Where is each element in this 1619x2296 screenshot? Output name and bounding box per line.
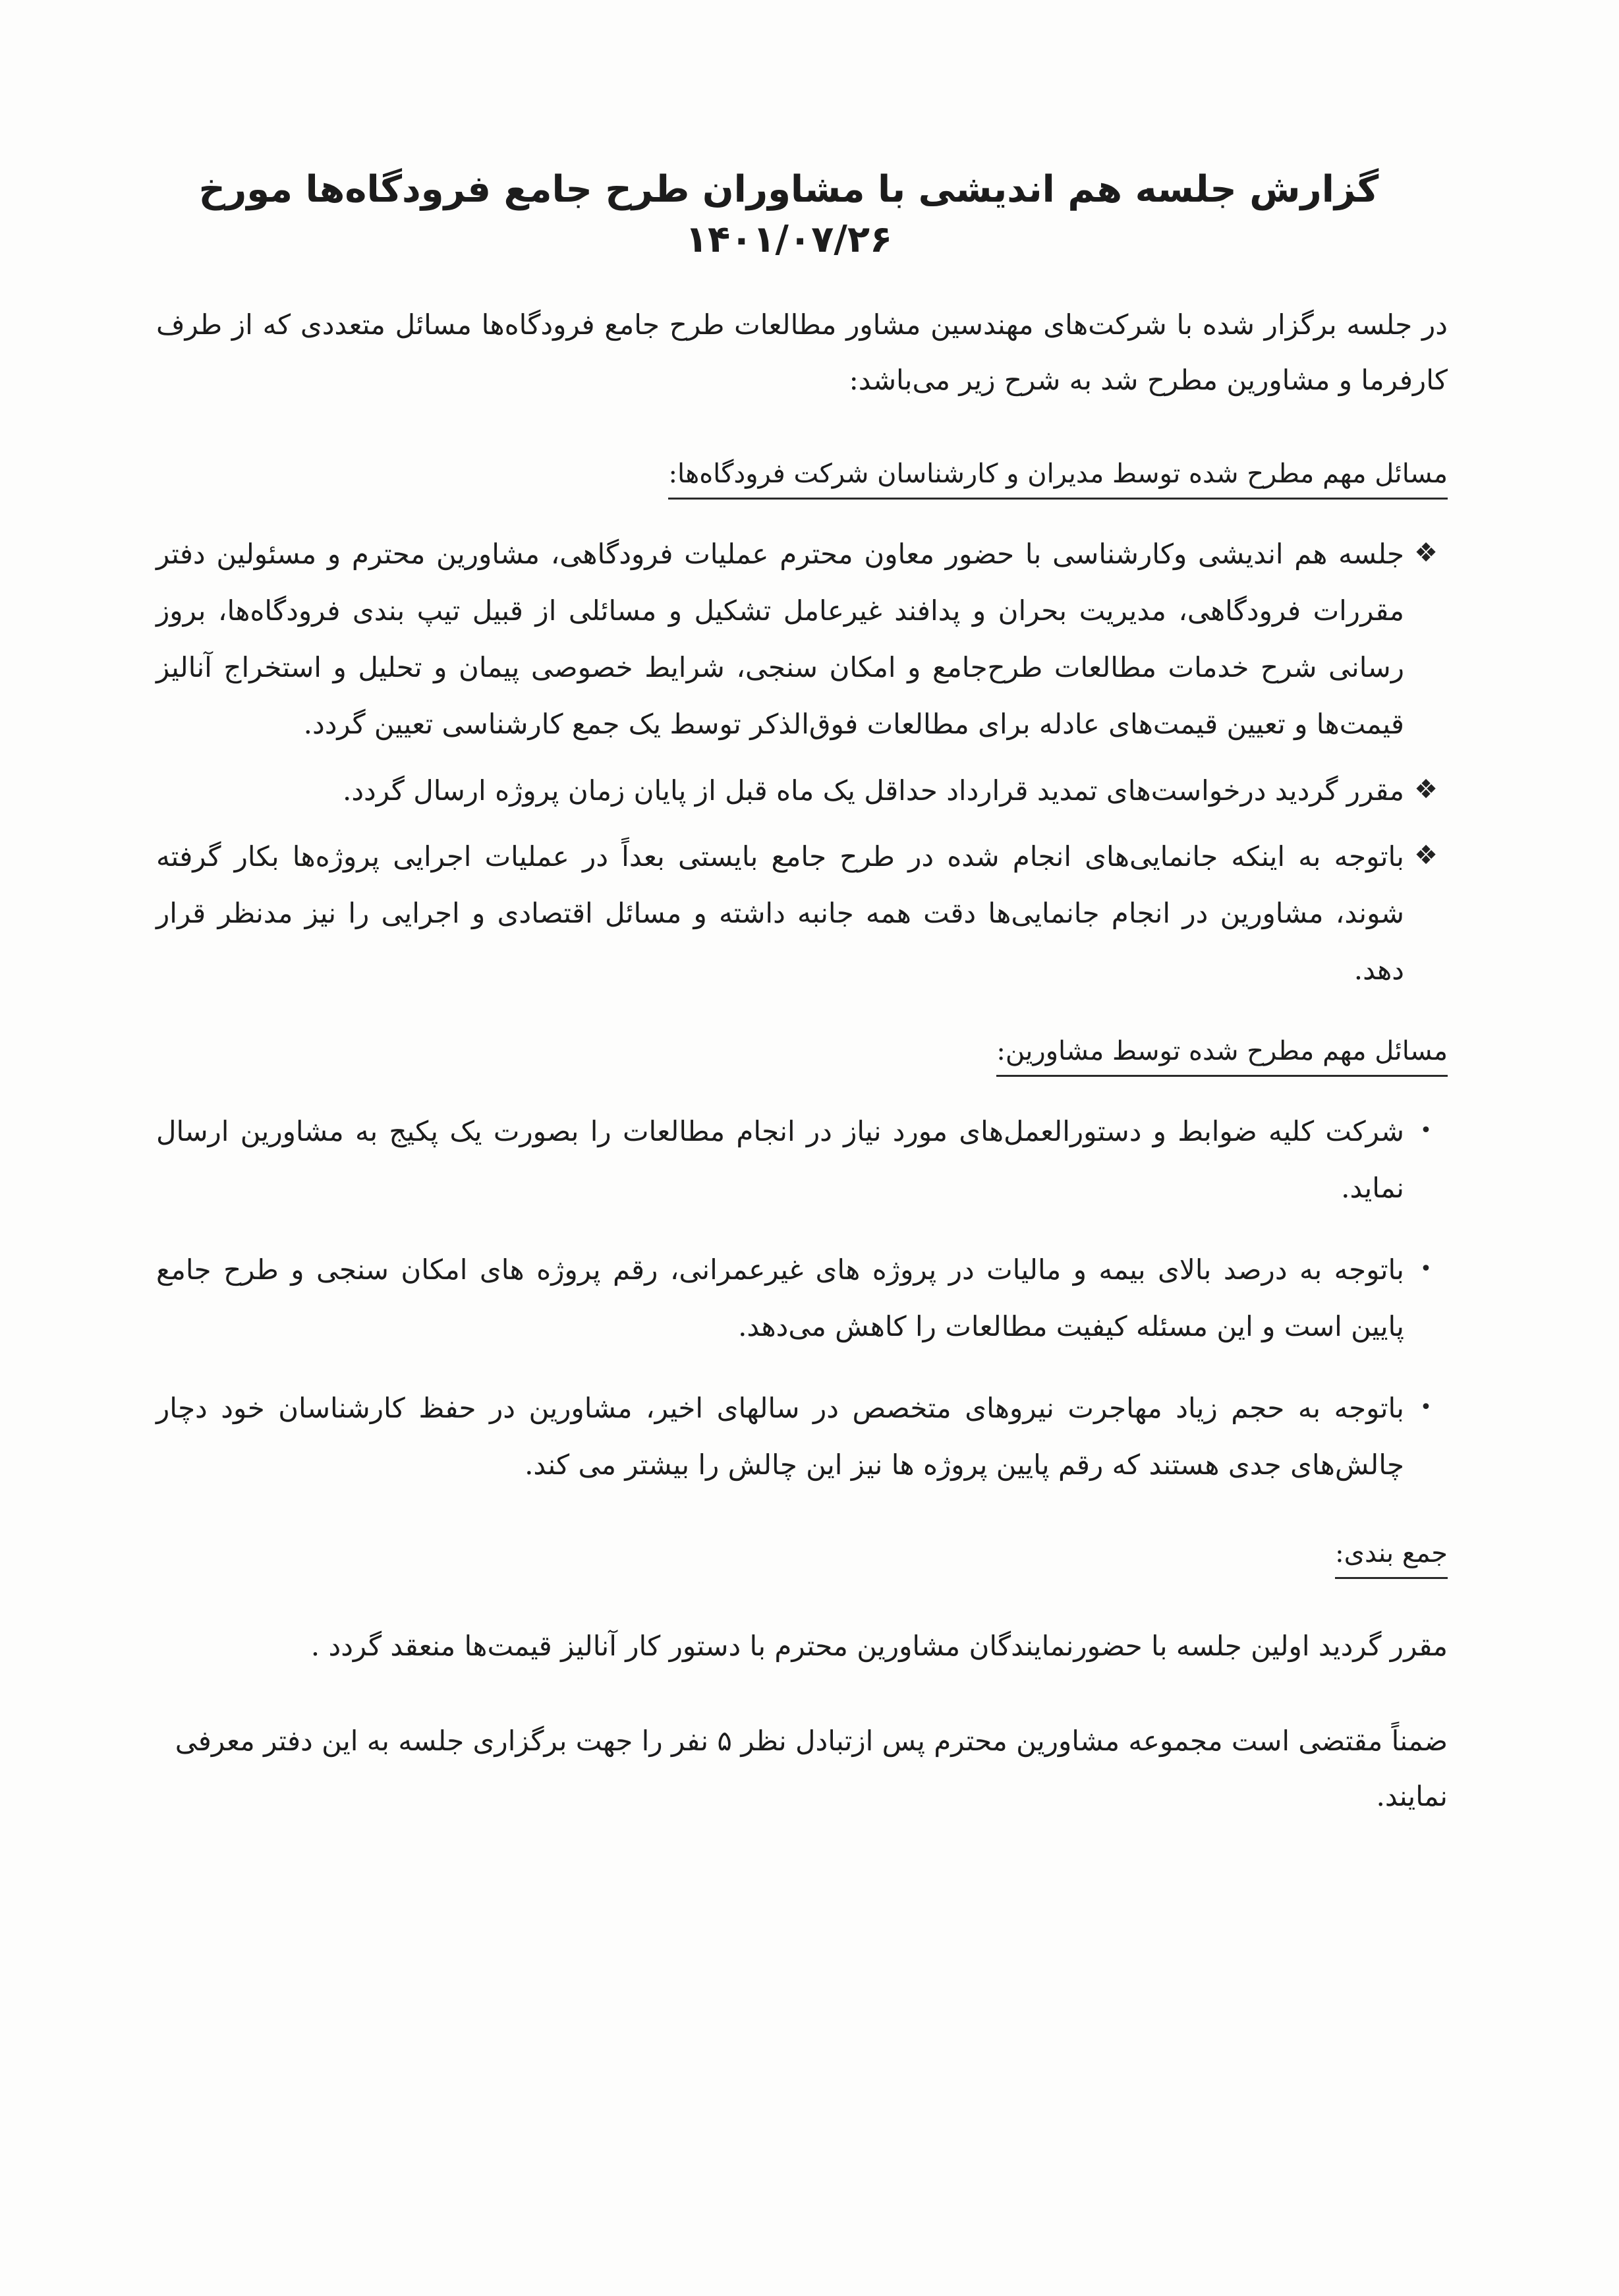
summary-heading: جمع بندی:: [1335, 1534, 1448, 1579]
list-item: [156, 526, 1448, 753]
diamond-bullet-icon: ❖: [1414, 538, 1438, 569]
list-item: [156, 1242, 1448, 1355]
page-title: گزارش جلسه هم اندیشی با مشاوران طرح جامع فرودگاه‌ها مورخ ۱۴۰۱/۰۷/۲۶: [198, 168, 1379, 261]
consultants-issues-list: [156, 1103, 1448, 1494]
summary-paragraph: ضمناً مقتضی است مجموعه مشاورین محترم پس ازتبادل نظر ۵ نفر را جهت برگزاری جلسه به این دفتر معرفی نمایند.: [175, 1724, 1448, 1812]
dot-bullet-icon: •: [1420, 1396, 1432, 1420]
document-content: [156, 165, 1448, 1864]
list-item-text: باتوجه به درصد بالای بیمه و مالیات در پروژه های غیرعمرانی، رقم پروژه های امکان سنجی و طرح جامع پایین است و این مسئله کیفیت مطالعات را کاهش می‌دهد.: [156, 1253, 1405, 1343]
list-item: [156, 1103, 1448, 1217]
summary-section: [156, 1527, 1448, 1824]
list-item-text: جلسه هم اندیشی وکارشناسی با حضور معاون محترم عملیات فرودگاهی، مشاورین محترم و مسئولین دفتر مقررات فرودگاهی، مدیریت بحران و پدافند غیرعامل تشکیل و مسائلی از قبیل تیپ بندی فرودگاه‌ها، بروز رسانی شرح خدمات مطالعات طرح‌جامع و امکان سنجی، شرایط خصوصی پیمان و تحلیل و استخراج آنالیز قیمت‌ها و تعیین قیمت‌های عادله برای مطالعات فوق‌الذکر توسط یک جمع کارشناسی تعیین گردد.: [156, 538, 1405, 741]
consultants-issues-heading: مسائل مهم مطرح شده توسط مشاورین:: [996, 1031, 1448, 1077]
list-item: [156, 762, 1448, 819]
diamond-bullet-icon: ❖: [1414, 774, 1438, 805]
dot-bullet-icon: •: [1420, 1257, 1432, 1281]
managers-issues-section: [156, 454, 1448, 998]
managers-issues-list: [156, 526, 1448, 998]
managers-issues-heading: مسائل مهم مطرح شده توسط مدیران و کارشناسان شرکت فرودگاه‌ها:: [668, 454, 1448, 500]
list-item: [156, 828, 1448, 998]
consultants-issues-section: [156, 1031, 1448, 1494]
dot-bullet-icon: •: [1420, 1118, 1432, 1142]
intro-paragraph: در جلسه برگزار شده با شرکت‌های مهندسین مشاور مطالعات طرح جامع فرودگاه‌ها مسائل متعددی که از طرف کارفرما و مشاورین مطرح شد به شرح زیر می‌باشد:: [156, 308, 1448, 397]
summary-paragraph: مقرر گردید اولین جلسه با حضورنمایندگان مشاورین محترم با دستور کار آنالیز قیمت‌ها منعقد گردد .: [310, 1629, 1448, 1662]
list-item-text: باتوجه به اینکه جانمایی‌های انجام شده در طرح جامع بایستی بعداً در عملیات اجرایی پروژه‌ها بکار گرفته شوند، مشاورین در انجام جانمایی‌ها دقت همه جانبه داشته و مسائل اقتصادی و اجرایی را نیز مدنظر قرار دهد.: [156, 840, 1404, 986]
list-item: [156, 1380, 1448, 1493]
list-item-text: شرکت کلیه ضوابط و دستورالعمل‌های مورد نیاز در انجام مطالعات را بصورت یک پکیج به مشاورین ارسال نماید.: [156, 1114, 1404, 1205]
diamond-bullet-icon: ❖: [1414, 840, 1438, 871]
list-item-text: باتوجه به حجم زیاد مهاجرت نیروهای متخصص در سالهای اخیر، مشاورین در حفظ کارشناسان خود دچار چالش‌های جدی هستند که رقم پایین پروژه ها نیز این چالش را بیشتر می کند.: [156, 1392, 1404, 1481]
list-item-text: مقرر گردید درخواست‌های تمدید قرارداد حداقل یک ماه قبل از پایان زمان پروژه ارسال گردد.: [342, 774, 1404, 807]
